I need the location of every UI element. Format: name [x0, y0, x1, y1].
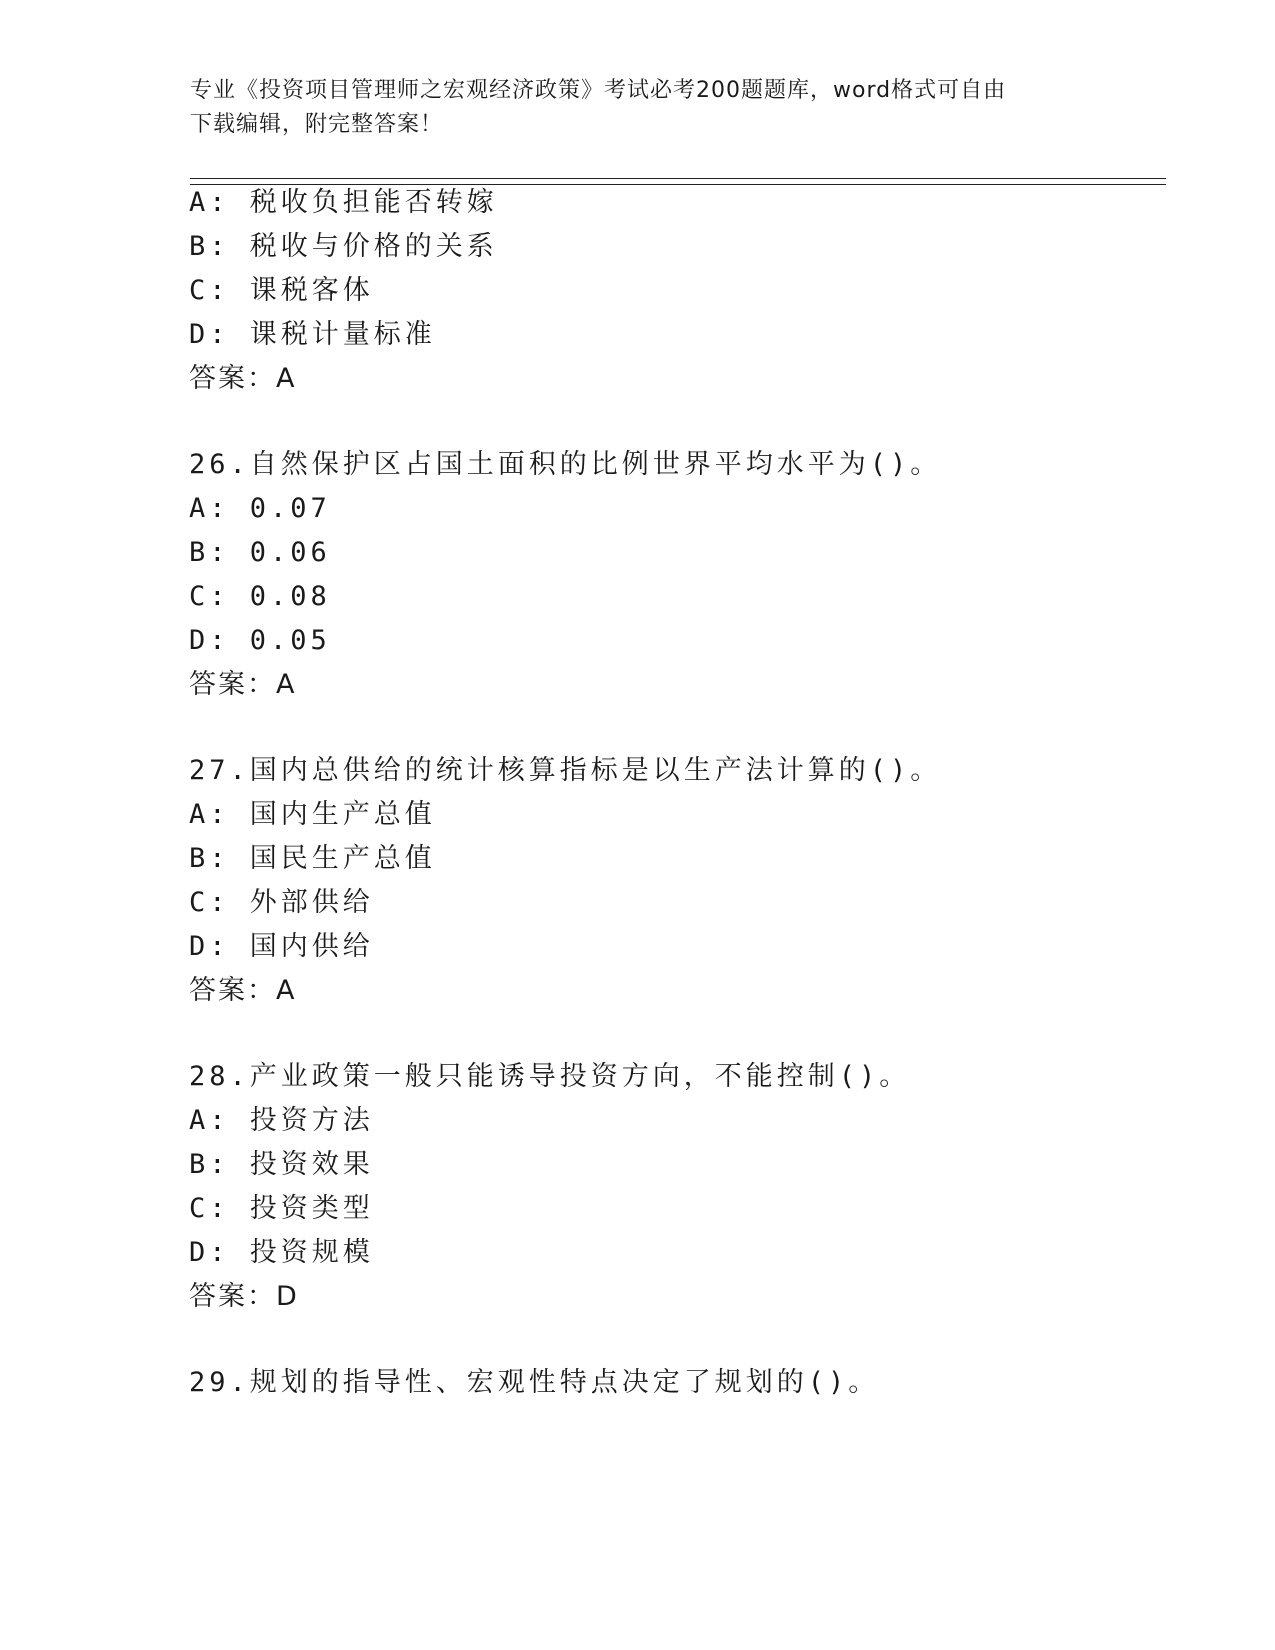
option-c: C: 0.08	[189, 581, 331, 612]
question-26: 26.自然保护区占国土面积的比例世界平均水平为()。	[189, 449, 942, 480]
option-c: C: 外部供给	[189, 887, 374, 918]
option-d: D: 0.05	[189, 625, 331, 656]
answer: 答案：A	[189, 669, 297, 700]
question-28: 28.产业政策一般只能诱导投资方向，不能控制()。	[189, 1061, 911, 1092]
option-a: A: 税收负担能否转嫁	[189, 187, 498, 218]
option-d: D: 国内供给	[189, 931, 374, 962]
header-divider-bottom	[190, 184, 1166, 185]
option-a: A: 0.07	[189, 493, 331, 524]
option-c: C: 投资类型	[189, 1193, 374, 1224]
answer: 答案：D	[189, 1281, 299, 1312]
option-b: B: 投资效果	[189, 1149, 374, 1180]
answer: 答案：A	[189, 363, 297, 394]
header-divider-top	[190, 178, 1166, 179]
option-d: D: 课税计量标准	[189, 319, 436, 350]
option-a: A: 国内生产总值	[189, 799, 436, 830]
document-header	[190, 74, 1090, 142]
header-line-1: 专业《投资项目管理师之宏观经济政策》考试必考200题题库，word格式可自由	[190, 78, 1007, 103]
option-b: B: 0.06	[189, 537, 331, 568]
question-29: 29.规划的指导性、宏观性特点决定了规划的()。	[189, 1367, 880, 1398]
header-line-2: 下载编辑，附完整答案！	[190, 112, 444, 137]
answer: 答案：A	[189, 975, 297, 1006]
option-c: C: 课税客体	[189, 275, 374, 306]
question-27: 27.国内总供给的统计核算指标是以生产法计算的()。	[189, 755, 942, 786]
option-b: B: 国民生产总值	[189, 843, 436, 874]
option-a: A: 投资方法	[189, 1105, 374, 1136]
option-b: B: 税收与价格的关系	[189, 231, 498, 262]
option-d: D: 投资规模	[189, 1237, 374, 1268]
